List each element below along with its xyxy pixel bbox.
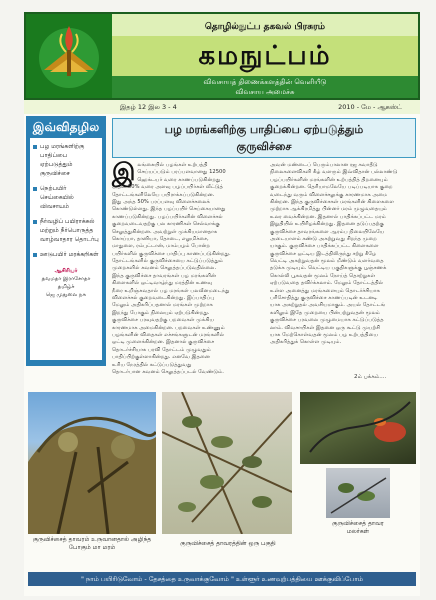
caption-photo-1: குருவிச்சைத் தாவரம் உருவானதால் அழிந்த போகும் மா மரம் [32,536,152,551]
body-text-line: யாக மேற்கொள்வதன் மூலம் பழ உற்பத்தியை [270,331,378,338]
photo-mistletoe-flowers [300,392,416,464]
article-title-line-1: பழ மரங்களிற்கு பாதிப்பை ஏற்படுத்தும் [164,123,364,136]
body-text-line: லாம். விவசாயிகள் இதனை ஒரு கூட்டு முயற்சி [270,324,381,331]
editor-block [30,267,102,299]
tree-image-icon [28,392,156,534]
body-text-line: உரிய நேரத்தில் கட்டுப்படுத்துவது [112,361,192,368]
issue-number: இதழ் 12 இல 3 - 4 [120,103,177,111]
body-text-line: யாகும். குருவிச்சை பாதிக்கப்பட்ட கிளைகளை [270,243,379,250]
body-text-line: பரிசோதித்து குருவிச்சை காணப்படின் உடனடி [270,295,378,302]
article-column-2 [270,162,416,347]
continued-note: 2ம் பக்கம்.... [354,374,387,380]
body-text-line: ஏற்படுவதை தவிர்க்கலாம். மேலும் தோட்டத்தில் [270,280,384,287]
body-text-line: கொண்டுள்ளது. இந்த பழப்பயிர் செய்கையானது [112,206,226,213]
body-text-line: செலுத்துகின்றன. அவற்றுள் முக்கியமானதாக [112,228,218,235]
body-text-line: இறுதியில் உயிரிழக்கின்றது. இதனை தடுப்பதற்கு [270,221,385,228]
body-text-line: தொடர்பான கவனம் செலுத்தப்படல் வேண்டும். [112,368,224,375]
article-title [112,118,416,158]
plant-image-icon [326,468,390,518]
body-text-line: குறைவடைவதற்கு பல காரணிகள் செல்வாக்கு [112,221,220,228]
contents-sidebar [26,116,106,366]
flower-image-icon [300,392,416,464]
publisher-line: விவசாயத் திணைக்களத்தின் வெளியீடு [203,78,327,86]
body-text-line: தோட்டங்களிலேயே பயிராக்கப்படுகின்றன. [112,191,215,198]
publication-type [112,14,418,36]
body-text-line: அடையாளம் கண்டு அகற்றுவது சிறந்த முறை [270,235,377,242]
caption-photo-2: குருவிச்சைத் தாவரத்தின் ஒரு பகுதி [180,540,276,547]
body-text-line: பழப்பயிர்களின் மரங்களின் உற்பத்தித் திறனையும் [270,176,388,183]
body-text-line: தோட்டங்களில் குருவிச்சையை கட்டுப்படுத்தும் [112,258,224,265]
editor-line: ஜெ முதுலை நசு [45,292,87,298]
article-column-1 [112,158,258,376]
editor-line: தமிழ்ச் [57,284,75,290]
contents-item[interactable]: நீர்வழிப் பயிராக்கல் மற்றும் நீர்பொருத்த வாழ்வாதார தொடர்பு [30,213,102,246]
body-text-line: தொடர்ச்சியாக பரவி தோட்டம் முழுவதும் [112,346,211,353]
editor-label: ஆசிரியர் [54,268,78,274]
contents-item[interactable]: பழ மரங்களிற்கு பாதிப்பை ஏற்படுத்தும் குருவிச்சை [30,138,102,180]
column-1-text [112,158,258,376]
body-text-line: மாதுளை, ரம்புட்டான், மாம்பழம் போன்ற [112,243,211,250]
body-text-line: ஹெக்டயர் வரை காணப்படுகின்றது. [137,176,223,183]
body-text-line: இறந்து போகும் நிலையும் ஏற்படுகின்றது. [112,309,210,316]
body-text-line: பழங்களின் விதைகள் எச்சங்களுடன் மரங்களில் [112,331,225,338]
body-text-line: யாக அகற்றுதல் அவசியமாகும். அயல் தோட்டங் [270,302,386,309]
ministry-line: விவசாய அமைச்சு [235,88,295,96]
contents-list [30,138,102,360]
body-text-line: தடுக்க முடியும். வெட்டிய பகுதிகளுக்கு பூஞ்சணக் [270,265,387,272]
body-text-line: லங்கையில் பழங்கள் உற்பத்தி [137,162,208,168]
body-text-line: பாதிப்பிற்குள்ளாகின்றது. எனவே இதனை [112,354,210,361]
issue-info [24,100,420,114]
body-text-line: காணப்படுகின்றது. பழப்பயிர்களின் விளைச்சல் [112,213,223,220]
body-text-line: அதிகரித்துக் கொள்ள முடியும். [270,339,342,346]
masthead [24,12,420,100]
body-text-line: உள்ள அனைத்து மரங்களையும் தொடர்ச்சியாக [270,287,380,294]
body-text-line: விளைச்சல் குறைவடைகின்றது. இப்பாதிப்பு [112,295,215,302]
newsletter-title-text: கமநுட்பம் [198,41,332,71]
body-text-line: வெட்டி அகற்றுவதன் மூலம் மீண்டும் வளர்வதை [270,258,384,265]
body-text-line: அவன் மண்டைப் பெரும்பாலான ரஜ சுவாதீடு [270,162,378,168]
body-text-line: காரணமாக அமைகின்றன. பறவைகள் உண்ணும் [112,324,225,331]
caption-photo-3: குருவிச்சைத் தாவர மலர்கள் [332,520,384,535]
column-2-text [270,162,416,347]
drop-cap: இ [112,158,136,186]
body-text-line: செய்யப்படும் பரப்பளவானது 12500 [137,169,226,176]
editor-line: தவமதா இராசோதா [41,276,91,282]
contents-item[interactable]: ஊடுபயிர் மரக்கறிகள் [30,246,102,261]
body-text-line: பயிர்களில் குருவிச்சை பாதிப்பு காணப்படுகின்றது. [112,250,231,257]
issue-date: 2010 - மே - ஆகஸ்ட் [338,103,402,111]
body-text-line: உலர வைக்கின்றன. இதனால் பாதிக்கப்பட்ட மரம் [270,213,386,220]
body-text-line: நிலைகளைவிகளி கீழ் வளரும் இவ்விதான் பல்லாண்டு [270,169,398,176]
body-text-line: களிலும் இதே முறையை பின்பற்றுவதன் மூலம் [270,309,380,316]
body-text-line: குருவிச்சை ஒட்டிய இடத்திலிருந்து சற்று கீழே [270,250,377,257]
footer-slogan: " நாம் பயிரிடுவோம் - தேசத்தை உருவாக்குவோம் " உள்ளூர் உணவுற்பத்தியை ஊக்குவிப்போம் [28,572,416,586]
photo-dying-mango-tree [28,392,156,534]
leaves-image-icon [162,392,292,534]
logo [26,14,112,98]
photo-mistletoe-closeup [326,468,390,518]
body-text-line: குருவிச்சை பரவுவதற்கு பறவைகள் முக்கிய [112,317,214,324]
body-text-line: அதில் 50% வரை அளவு பழப்பயிர்கள் வீட்டுத் [112,184,223,191]
body-text-line: வடைந்து வரும் விளைச்சலுக்கு காரணமாக அமை [270,191,388,198]
body-text-line: முற்றாக ஆக்கிரமித்து பின்னர் மரம் முழுவதையும் [270,206,387,213]
body-text-line: குருவிச்சை பரவலை முழுமையாக கட்டுப்படுத்த [270,317,384,324]
body-text-line: இது அந்த 50% பரப்பளவு விளைச்சலைக் [112,198,210,205]
body-text-line: குறைக்கின்றன. தெரியாமலேயே படிப்படியாக குறை [270,184,393,191]
body-text-line: கொல்லி பூசுவதன் மூலம் நோய்த் தொற்றுகள் [270,272,376,279]
emblem-icon [26,14,112,98]
publisher-band [112,76,418,98]
contents-heading: இவ்விதழில [32,120,100,134]
body-text-line: ஒட்டி முளைக்கின்றன. இதனால் குருவிச்சை [112,339,215,346]
body-text-line: முறைகளில் கவனம் செலுத்தப்படுவதில்லை. [112,265,217,272]
body-text-line: குருவிச்சை தாவரங்களை ஆரம்ப நிலையிலேயே [270,228,385,235]
body-text-line: கிளைகளில் ஒட்டிவாழ்ந்து மரத்தின் உணவு [112,280,213,287]
body-text-line: மேலும் அதிகரிப்பதனால் மரங்கள் முற்றாக [112,302,213,309]
article-title-line-2: குருவிச்சை [236,140,292,153]
newsletter-title [112,36,418,76]
newsletter-page [24,12,420,596]
body-text-line: நீரை உறிஞ்சுவதால் பழ மரங்கள் பலவீனமடைந்து [112,287,230,294]
contents-item[interactable]: நெற்பயிர் செய்கையில் விவசாயம் [30,180,102,213]
photo-mistletoe-branch [162,392,292,534]
body-text-line: கொய்யா, தானியா, தோடை, எலுமிச்சை, [112,235,209,242]
publication-type-text: தொழில்நுட்ப தகவல் பிரசுரம் [204,22,326,32]
body-text-line: கின்றன. இந்த குருவிச்சைகள் மரங்களின் கிளைகளை [270,198,395,205]
body-text-line: இந்த குருவிச்சை தாவரங்கள் பழ மரங்களின் [112,272,217,279]
